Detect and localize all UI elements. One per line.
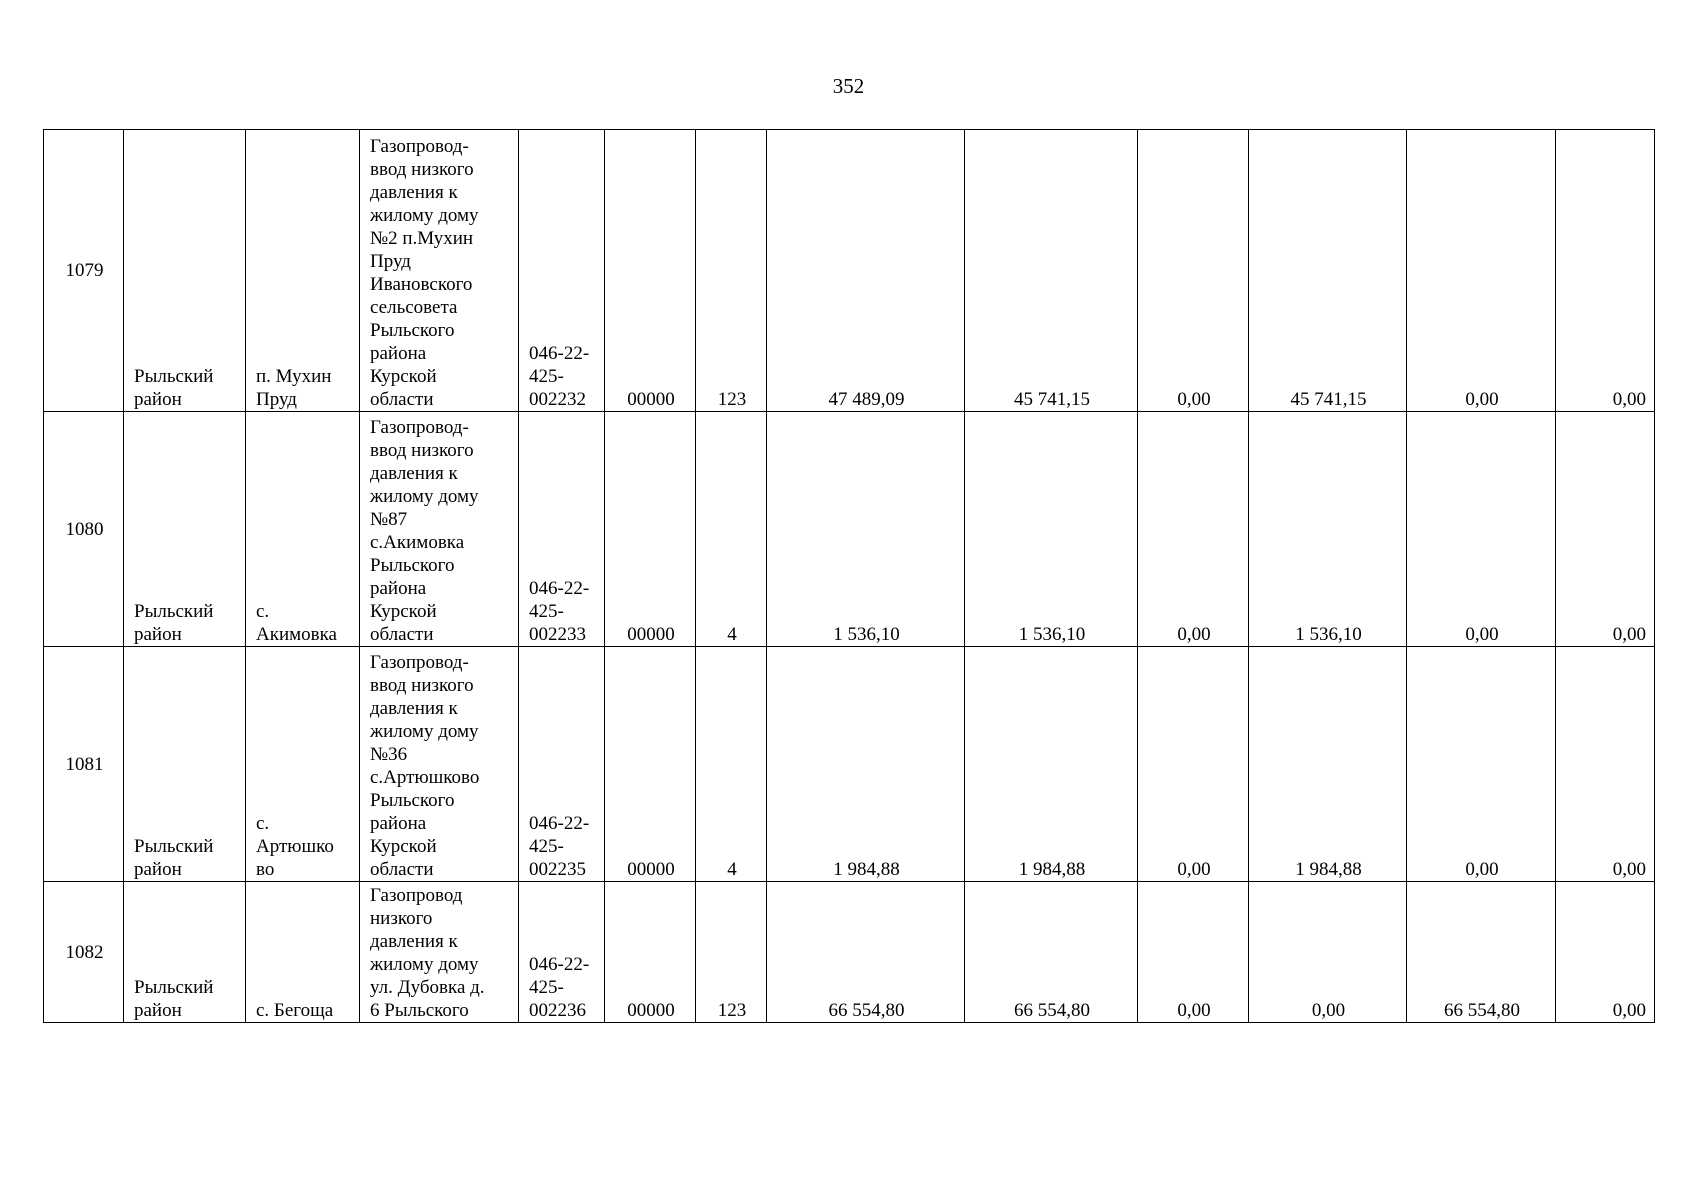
settlement-cell: с. Бегоща	[246, 882, 360, 1023]
object-description-cell: Газопровод низкого давления к жилому дому ул. Дубовка д. 6 Рыльского	[360, 882, 519, 1023]
amount-cell: 1 984,88	[1249, 647, 1407, 882]
amount-cell: 66 554,80	[767, 882, 965, 1023]
amount-cell: 66 554,80	[965, 882, 1138, 1023]
code-cell: 00000	[605, 130, 696, 412]
object-code-cell: 046-22- 425- 002232	[519, 130, 605, 412]
code-cell: 00000	[605, 882, 696, 1023]
amount-cell: 0,00	[1249, 882, 1407, 1023]
settlement-cell: с. Акимовка	[246, 412, 360, 647]
row-number: 1079	[44, 130, 124, 412]
row-number: 1081	[44, 647, 124, 882]
amount-cell: 0,00	[1407, 130, 1556, 412]
settlement-cell: п. Мухин Пруд	[246, 130, 360, 412]
amount-cell: 0,00	[1556, 647, 1655, 882]
amount-cell: 0,00	[1556, 412, 1655, 647]
page-number: 352	[832, 74, 865, 98]
amount-cell: 0,00	[1407, 647, 1556, 882]
amount-cell: 1 984,88	[965, 647, 1138, 882]
amount-cell: 0,00	[1138, 130, 1249, 412]
table-row	[44, 412, 1655, 647]
district-cell: Рыльский район	[124, 130, 246, 412]
amount-cell: 1 536,10	[965, 412, 1138, 647]
count-cell: 123	[696, 882, 767, 1023]
settlement-cell: с. Артюшко во	[246, 647, 360, 882]
amount-cell: 45 741,15	[965, 130, 1138, 412]
amount-cell: 66 554,80	[1407, 882, 1556, 1023]
object-code-cell: 046-22- 425- 002236	[519, 882, 605, 1023]
table-row	[44, 647, 1655, 882]
row-number: 1080	[44, 412, 124, 647]
amount-cell: 45 741,15	[1249, 130, 1407, 412]
count-cell: 123	[696, 130, 767, 412]
object-code-cell: 046-22- 425- 002233	[519, 412, 605, 647]
district-cell: Рыльский район	[124, 882, 246, 1023]
amount-cell: 0,00	[1407, 412, 1556, 647]
object-description-cell: Газопровод- ввод низкого давления к жилому дому №87 с.Акимовка Рыльского района Курской области	[360, 412, 519, 647]
object-code-cell: 046-22- 425- 002235	[519, 647, 605, 882]
code-cell: 00000	[605, 647, 696, 882]
amount-cell: 0,00	[1138, 882, 1249, 1023]
amount-cell: 1 984,88	[767, 647, 965, 882]
count-cell: 4	[696, 412, 767, 647]
amount-cell: 0,00	[1556, 130, 1655, 412]
district-cell: Рыльский район	[124, 412, 246, 647]
code-cell: 00000	[605, 412, 696, 647]
district-cell: Рыльский район	[124, 647, 246, 882]
amount-cell: 0,00	[1138, 412, 1249, 647]
amount-cell: 47 489,09	[767, 130, 965, 412]
amount-cell: 0,00	[1138, 647, 1249, 882]
count-cell: 4	[696, 647, 767, 882]
amount-cell: 0,00	[1556, 882, 1655, 1023]
amount-cell: 1 536,10	[767, 412, 965, 647]
object-description-cell: Газопровод- ввод низкого давления к жилому дому №2 п.Мухин Пруд Ивановского сельсовета Рыльского района Курской области	[360, 130, 519, 412]
object-description-cell: Газопровод- ввод низкого давления к жилому дому №36 с.Артюшково Рыльского района Курской области	[360, 647, 519, 882]
row-number: 1082	[44, 882, 124, 1023]
data-table	[43, 129, 1655, 1023]
table-row	[44, 130, 1655, 412]
amount-cell: 1 536,10	[1249, 412, 1407, 647]
table-row	[44, 882, 1655, 1023]
